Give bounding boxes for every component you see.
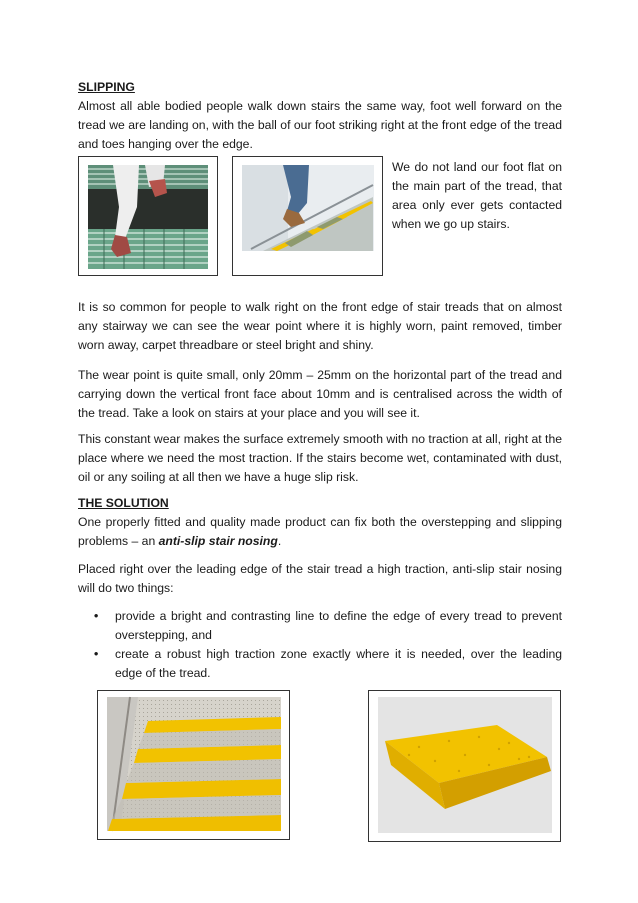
photo-stairs-yellow-nosing [98, 691, 289, 839]
bullet-dot: • [94, 609, 99, 623]
slip-risk-paragraph: This constant wear makes the surface extremely smooth with no traction at all, right at the place where we need the most traction. If the stairs become wet, contaminated with dust, oil or any soiling at all then we have a huge slip risk. [78, 432, 562, 484]
solution-paragraph: Placed right over the leading edge of the stair tread a high traction, anti-slip stair nosing will do two things: [78, 562, 562, 595]
photo-nosing-product [369, 691, 560, 841]
photo-frame-grating-feet [78, 156, 218, 276]
bullet-item [78, 645, 562, 683]
solution-intro-end: . [277, 534, 282, 548]
solution-intro-paragraph [78, 513, 562, 551]
bullet-text: create a robust high traction zone exactly where it is needed, over the leading edge of the tread. [115, 647, 562, 680]
photo-grating-feet [79, 157, 217, 275]
photo-frame-stair-nosing-foot [232, 156, 383, 276]
slipping-side-note: We do not land our foot flat on the main part of the tread, that area only ever gets contacted when we go up stairs. [392, 160, 562, 231]
bullet-text: provide a bright and contrasting line to define the edge of every tread to prevent overstepping, and [115, 609, 562, 642]
bullet-dot: • [94, 647, 99, 661]
solution-bullet-list [78, 607, 562, 683]
bullet-item [78, 607, 562, 645]
solution-intro-text: One properly fitted and quality made product can fix both the overstepping and slipping problems – an [78, 515, 562, 548]
photo-frame-stairs-yellow-nosing [97, 690, 290, 840]
photo-stair-foot [233, 157, 382, 275]
slipping-intro-paragraph: Almost all able bodied people walk down stairs the same way, foot well forward on the tread we are landing on, with the ball of our foot striking right at the front edge of the tread and toes hanging over the edge. [78, 99, 562, 151]
anti-slip-emphasis: anti-slip stair nosing [158, 534, 278, 548]
slipping-heading: SLIPPING [78, 80, 135, 94]
wear-size-paragraph: The wear point is quite small, only 20mm – 25mm on the horizontal part of the tread and carrying down the vertical front face about 10mm and is centralised across the width of the tread. Take a look on stairs at your place and you will see it. [78, 368, 562, 420]
photo-frame-nosing-product [368, 690, 561, 842]
wear-point-paragraph: It is so common for people to walk right on the front edge of stair treads that on almost any stairway we can see the wear point where it is highly worn, paint removed, timber worn away, carpet threadbare or steel bright and shiny. [78, 300, 562, 352]
solution-heading: THE SOLUTION [78, 496, 169, 510]
